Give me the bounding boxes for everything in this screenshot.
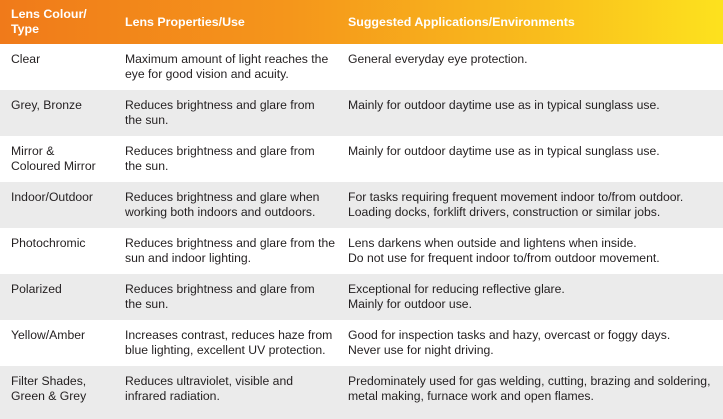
lens-type-cell [11, 144, 96, 175]
lens-properties-cell-line: Reduces brightness and glare when [125, 190, 320, 204]
lens-properties-cell-line: infrared radiation. [125, 389, 220, 404]
lens-type-cell-line: Coloured Mirror [11, 159, 96, 174]
applications-cell-line: Mainly for outdoor daytime use as in typical sunglass use. [348, 144, 660, 158]
lens-type-cell [11, 52, 40, 67]
lens-type-cell-line: Polarized [11, 282, 62, 296]
applications-cell [348, 98, 660, 113]
lens-type-cell-line: Clear [11, 52, 41, 66]
lens-properties-cell-line: the sun. [125, 297, 169, 312]
lens-type-cell-line: Filter Shades, [11, 374, 87, 388]
lens-properties-cell-line: Reduces ultraviolet, visible and [125, 374, 294, 388]
lens-properties-cell [125, 328, 332, 359]
lens-properties-cell-line: the sun. [125, 159, 169, 174]
lens-properties-cell-line: sun and indoor lighting. [125, 251, 252, 266]
table-row [0, 182, 723, 228]
lens-type-cell [11, 98, 82, 113]
lens-type-cell-line: Green & Grey [11, 389, 87, 404]
applications-cell [348, 282, 565, 313]
lens-properties-cell-line: Reduces brightness and glare from the [125, 236, 336, 250]
lens-properties-cell [125, 144, 315, 175]
header-lens-type-line: Lens Colour/ [11, 7, 87, 21]
applications-cell [348, 190, 683, 221]
lens-properties-cell-line: Reduces brightness and glare from [125, 144, 315, 158]
applications-cell-line: Exceptional for reducing reflective glare. [348, 282, 565, 296]
applications-cell-line: Mainly for outdoor daytime use as in typical sunglass use. [348, 98, 660, 112]
applications-cell-line: Do not use for frequent indoor to/from outdoor movement. [348, 251, 660, 266]
lens-properties-cell [125, 98, 315, 129]
applications-cell-line: Mainly for outdoor use. [348, 297, 472, 312]
lens-type-cell [11, 236, 86, 251]
applications-cell-line: For tasks requiring frequent movement indoor to/from outdoor. [348, 190, 684, 204]
applications-cell [348, 236, 660, 267]
lens-type-cell-line: Mirror & [11, 144, 55, 158]
header-lens-properties: Lens Properties/Use [125, 14, 245, 29]
applications-cell [348, 144, 660, 159]
applications-cell-line: Predominately used for gas welding, cutting, brazing and soldering, [348, 374, 711, 388]
lens-type-cell-line: Grey, Bronze [11, 98, 82, 112]
applications-cell-line: Never use for night driving. [348, 343, 494, 358]
table-row [0, 136, 723, 182]
table-row [0, 274, 723, 320]
lens-properties-cell-line: eye for good vision and acuity. [125, 67, 289, 82]
header-lens-type [11, 0, 87, 44]
lens-type-cell-line: Yellow/Amber [11, 328, 86, 342]
applications-cell [348, 52, 528, 67]
header-applications: Suggested Applications/Environments [348, 14, 575, 29]
lens-properties-cell-line: Increases contrast, reduces haze from [125, 328, 333, 342]
lens-type-cell [11, 328, 85, 343]
lens-properties-cell-line: Reduces brightness and glare from [125, 282, 315, 296]
lens-properties-cell [125, 282, 315, 313]
lens-properties-cell-line: working both indoors and outdoors. [125, 205, 316, 220]
applications-cell [348, 374, 710, 405]
lens-type-cell [11, 282, 62, 297]
table-row [0, 44, 723, 90]
table-header [0, 0, 723, 44]
lens-type-cell-line: Indoor/Outdoor [11, 190, 93, 204]
lens-properties-cell-line: blue lighting, excellent UV protection. [125, 343, 326, 358]
lens-type-cell-line: Photochromic [11, 236, 86, 250]
applications-cell [348, 328, 670, 359]
table-row [0, 366, 723, 419]
lens-properties-cell-line: Reduces brightness and glare from [125, 98, 315, 112]
lens-type-cell [11, 190, 93, 205]
lens-properties-cell [125, 374, 293, 405]
applications-cell-line: General everyday eye protection. [348, 52, 528, 66]
lens-type-cell [11, 374, 86, 405]
table-row [0, 320, 723, 366]
lens-properties-cell [125, 190, 319, 221]
applications-cell-line: Loading docks, forklift drivers, construction or similar jobs. [348, 205, 661, 220]
applications-cell-line: Lens darkens when outside and lightens when inside. [348, 236, 637, 250]
lens-properties-cell [125, 236, 335, 267]
applications-cell-line: metal making, furnace work and open flames. [348, 389, 594, 404]
table-row [0, 228, 723, 274]
table-row [0, 90, 723, 136]
lens-properties-cell-line: the sun. [125, 113, 169, 128]
applications-cell-line: Good for inspection tasks and hazy, overcast or foggy days. [348, 328, 671, 342]
header-lens-type-line: Type [11, 22, 39, 36]
lens-properties-cell-line: Maximum amount of light reaches the [125, 52, 329, 66]
lens-properties-cell [125, 52, 328, 83]
